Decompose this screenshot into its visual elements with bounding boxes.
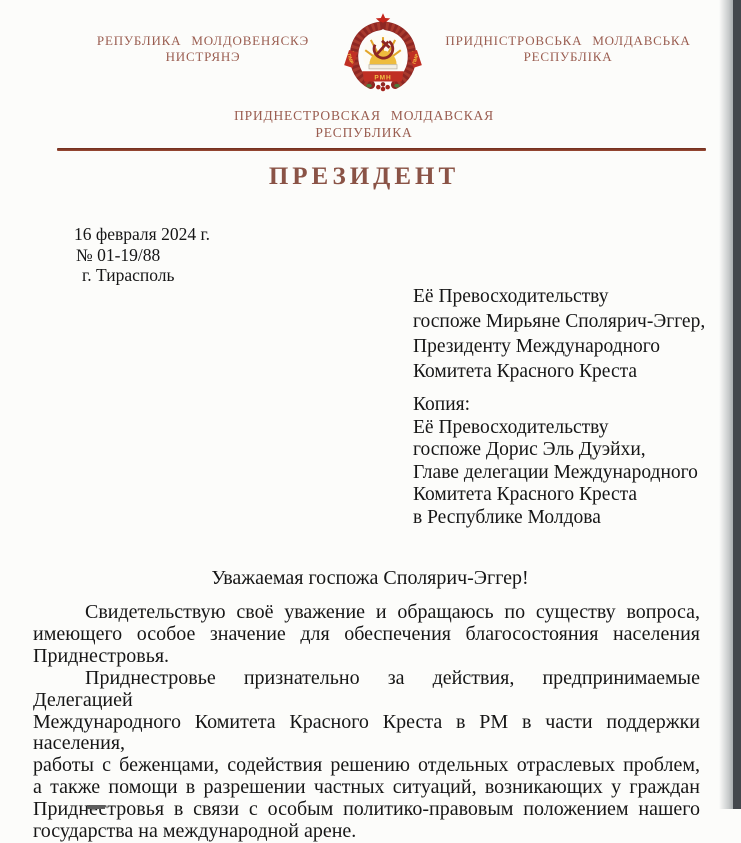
ribbon-center (362, 71, 403, 81)
river-band (369, 65, 397, 69)
recipient-line: Её Превосходительству (413, 286, 609, 307)
header-title-ukrainian-line1: ПРИДНІСТРОВСЬКА МОЛДАВСЬКА (445, 33, 691, 48)
photo-background-edge (733, 0, 741, 809)
body-line: работы с беженцами, содействия решению отдельных отраслевых проблем, (33, 754, 700, 777)
body-line: имеющего особое значение для обеспечения благосостояния населения (33, 622, 700, 645)
body-line: Приднестровья в связи с особым политико-правовым положением нашего (33, 798, 700, 821)
cutoff-text-fragment (33, 805, 700, 809)
pmr-coat-of-arms-icon (340, 7, 426, 99)
header-title-russian (0, 108, 728, 141)
body-line: государства на международной арене. (33, 820, 357, 843)
header-title-russian-line1: ПРИДНЕСТРОВСКАЯ МОЛДАВСКАЯ (234, 108, 494, 123)
copy-recipient-block (413, 394, 698, 530)
letter-city: г. Тирасполь (82, 265, 175, 285)
body-line: а также помощи в разрешении частных ситуаций, возникающих у граждан (33, 776, 700, 799)
copy-line: в Республике Молдова (413, 506, 601, 528)
copy-line: госпоже Дорис Эль Дуэйхи, (413, 439, 646, 461)
body-line: Свидетельствую своё уважение и обращаюсь по существу вопроса, (85, 601, 700, 623)
copy-line: Комитета Красного Креста (413, 484, 638, 506)
header-title-ukrainian-line2: РЕСПУБЛІКА (523, 48, 613, 64)
letter-number: № 01-19/88 (76, 244, 161, 265)
recipient-line: Президенту Международного (413, 336, 661, 357)
letter-date: 16 февраля 2024 г. (74, 224, 211, 244)
header-title-moldovan (58, 33, 348, 64)
body-line: Приднестровье признательно за действия, предпринимаемые Делегацией (33, 666, 700, 711)
recipient-line: Комитета Красного Креста (413, 361, 638, 382)
header-title-russian-line2: РЕСПУБЛИКА (315, 124, 413, 140)
office-title: ПРЕЗИДЕНТ (268, 163, 460, 190)
svg-text:ПМР: ПМР (346, 53, 355, 65)
svg-text:РМН: РМН (374, 74, 392, 82)
salutation: Уважаемая госпожа Сполярич-Эггер! (211, 567, 529, 589)
recipient-line: госпоже Мирьяне Сполярич-Эггер, (413, 311, 706, 332)
cutoff-letter-tops (87, 805, 105, 809)
pmr-coat-of-arms-svg (340, 7, 426, 99)
recipient-block (413, 284, 705, 384)
svg-text:ПМР: ПМР (411, 53, 420, 65)
header-title-moldovan-line1: РЕПУБЛИКА МОЛДОВЕНЯСКЭ (96, 33, 310, 48)
copy-line: Копия: (413, 394, 471, 415)
body-line: Международного Комитета Красного Креста в РМ в части поддержки населения, (33, 710, 700, 755)
header-title-ukrainian (423, 33, 713, 64)
copy-line: Главе делегации Международного (413, 461, 698, 483)
header-divider-line (57, 148, 706, 151)
letter-meta (74, 224, 210, 286)
body-line: Приднестровья. (33, 644, 170, 667)
header-title-moldovan-line2: НИСТРЯНЭ (165, 48, 241, 64)
copy-line: Её Превосходительству (413, 416, 609, 438)
